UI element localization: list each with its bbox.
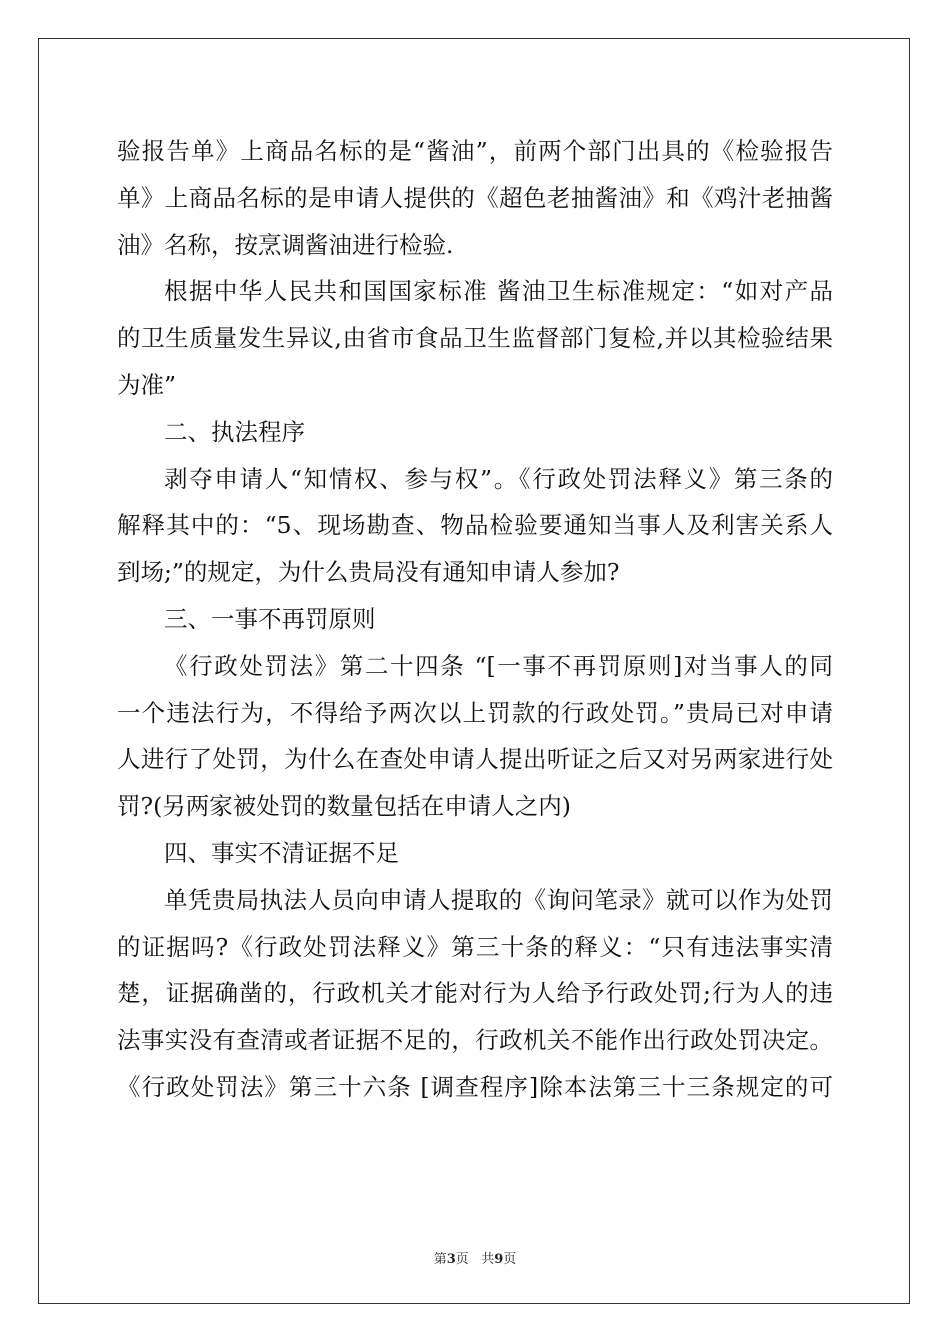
page-prefix: 第 xyxy=(433,1252,447,1267)
text-line: 油》名称，按烹调酱油进行检验. xyxy=(117,230,454,259)
text-line: 人进行了处罚，为什么在查处申请人提出听证之后又对另两家进行处 xyxy=(117,745,833,774)
text-line: 的证据吗?《行政处罚法释义》第三十条的释义：“只有违法事实清 xyxy=(117,932,833,961)
text-line: 楚，证据确凿的，行政机关才能对行为人给予行政处罚;行为人的违 xyxy=(117,979,833,1008)
page-number: 3 xyxy=(446,1252,456,1267)
text-line: 法事实没有查清或者证据不足的，行政机关不能作出行政处罚决定。 xyxy=(117,1026,833,1055)
section-heading: 四、事实不清证据不足 xyxy=(164,838,399,867)
text-line: 的卫生质量发生异议,由省市食品卫生监督部门复检,并以其检验结果 xyxy=(117,324,833,353)
text-line: 到场;”的规定，为什么贵局没有通知申请人参加? xyxy=(117,558,620,587)
text-line: 为准” xyxy=(117,370,177,399)
total-pages: 9 xyxy=(494,1252,504,1267)
paragraph-start: 根据中华人民共和国国家标准 酱油卫生标准规定：“如对产品 xyxy=(164,277,833,306)
section-heading: 三、一事不再罚原则 xyxy=(164,604,376,633)
paragraph-start: 《行政处罚法》第二十四条 “[一事不再罚原则]对当事人的同 xyxy=(164,651,833,680)
section-heading: 二、执法程序 xyxy=(164,417,305,446)
text-line: 一个违法行为，不得给予两次以上罚款的行政处罚。”贵局已对申请 xyxy=(117,698,833,727)
paragraph-start: 单凭贵局执法人员向申请人提取的《询问笔录》就可以作为处罚 xyxy=(164,885,833,914)
text-line: 解释其中的：“5、现场勘查、物品检验要通知当事人及利害关系人 xyxy=(117,511,833,540)
text-line: 验报告单》上商品名标的是“酱油”，前两个部门出具的《检验报告 xyxy=(117,137,833,165)
total-suffix: 页 xyxy=(503,1252,517,1267)
total-prefix: 共 xyxy=(481,1252,495,1267)
page-footer xyxy=(0,1248,950,1267)
document-body xyxy=(117,128,833,1111)
page-suffix: 页 xyxy=(455,1252,469,1267)
paragraph-start: 剥夺申请人“知情权、参与权”。《行政处罚法释义》第三条的 xyxy=(164,464,833,493)
text-line: 单》上商品名标的是申请人提供的《超色老抽酱油》和《鸡汁老抽酱 xyxy=(117,183,833,212)
text-line: 《行政处罚法》第三十六条 [调查程序]除本法第三十三条规定的可 xyxy=(117,1072,833,1101)
text-line: 罚?(另两家被处罚的数量包括在申请人之内) xyxy=(117,792,571,821)
